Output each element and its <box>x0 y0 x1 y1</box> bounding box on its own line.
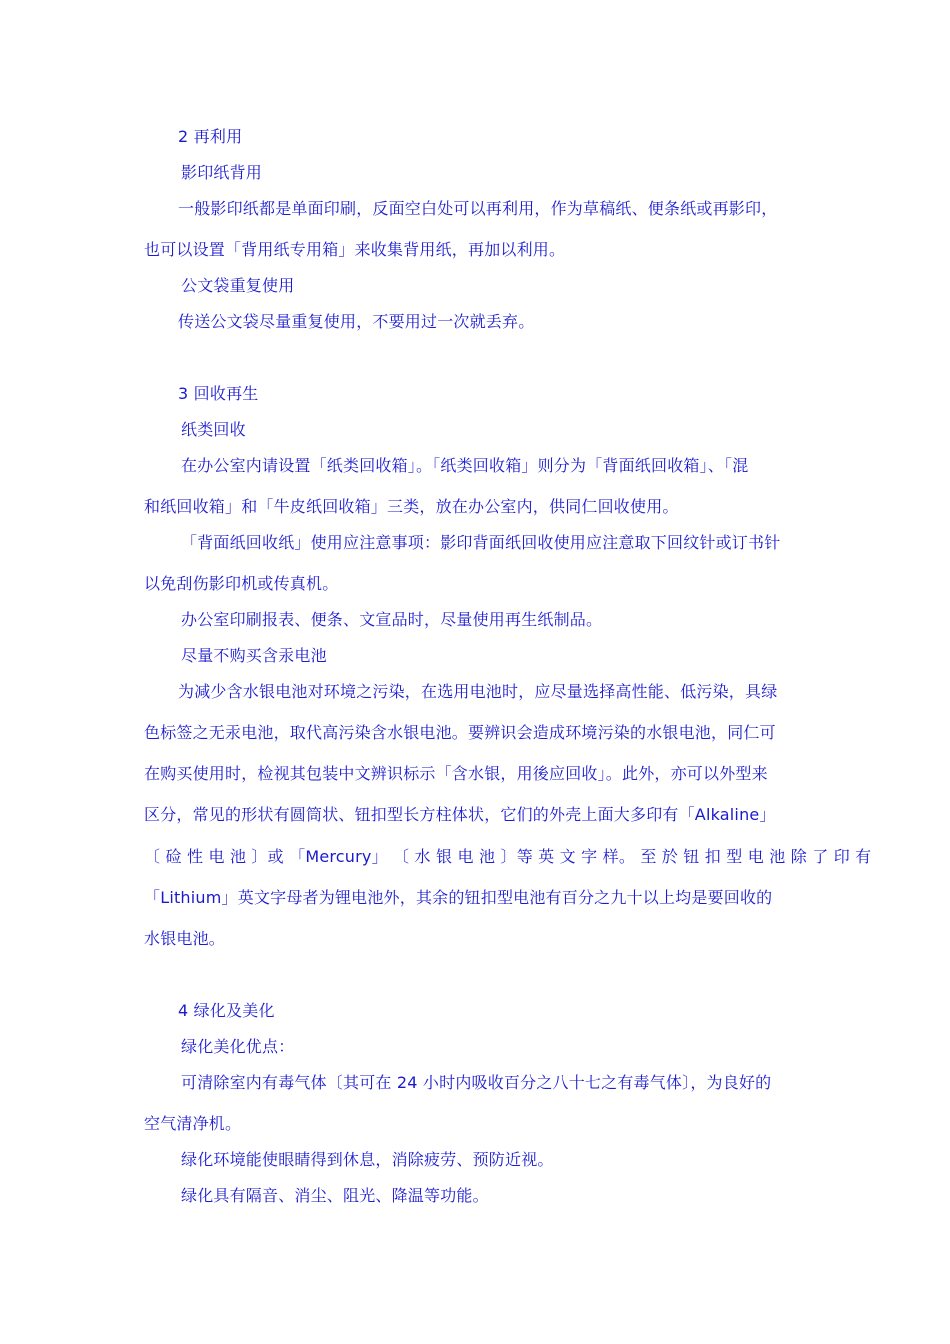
paragraph-line: 绿化具有隔音、消尘、阻光、降温等功能。 <box>181 1186 489 1205</box>
paragraph-line: 在办公室内请设置「纸类回收箱」。「纸类回收箱」则分为「背面纸回收箱」、「混 <box>181 456 749 475</box>
paragraph-line: 以免刮伤影印机或传真机。 <box>144 574 339 593</box>
paragraph-line: 也可以设置「背用纸专用箱」来收集背用纸，再加以利用。 <box>144 240 566 259</box>
paragraph-line: 〔 硷 性 电 池 〕或 「Mercury」 〔 水 银 电 池 〕等 英 文 字 样。 至 於 钮 扣 型 电 池 除 了 印 有 <box>144 847 872 866</box>
section-heading-reuse: 2 再利用 <box>178 127 243 146</box>
subheading-envelope-reuse: 公文袋重复使用 <box>181 276 295 295</box>
paragraph-line: 「Lithium」英文字母者为锂电池外，其余的钮扣型电池有百分之九十以上均是要回收的 <box>144 888 773 907</box>
paragraph-line: 办公室印刷报表、便条、文宣品时，尽量使用再生纸制品。 <box>181 610 603 629</box>
section-heading-greening: 4 绿化及美化 <box>178 1001 275 1020</box>
subheading-mercury-battery: 尽量不购买含汞电池 <box>181 646 327 665</box>
section-heading-recycling: 3 回收再生 <box>178 384 259 403</box>
paragraph-line: 可清除室内有毒气体〔其可在 24 小时内吸收百分之八十七之有毒气体〕，为良好的 <box>181 1073 772 1092</box>
subheading-paper-recycling: 纸类回收 <box>181 420 246 439</box>
subheading-greening-benefits: 绿化美化优点： <box>181 1037 295 1056</box>
paragraph-line: 区分，常见的形状有圆筒状、钮扣型长方柱体状，它们的外壳上面大多印有「Alkaline」 <box>144 805 776 824</box>
paragraph-line: 一般影印纸都是单面印刷，反面空白处可以再利用，作为草稿纸、便条纸或再影印， <box>178 199 778 218</box>
paragraph-line: 绿化环境能使眼睛得到休息，消除疲劳、预防近视。 <box>181 1150 554 1169</box>
paragraph-line: 色标签之无汞电池，取代高污染含水银电池。要辨识会造成环境污染的水银电池，同仁可 <box>144 723 776 742</box>
paragraph-line: 和纸回收箱」和「牛皮纸回收箱」三类，放在办公室内，供同仁回收使用。 <box>144 497 679 516</box>
subheading-paper-backside: 影印纸背用 <box>181 163 263 182</box>
paragraph-line: 空气清净机。 <box>144 1114 242 1133</box>
paragraph-line: 为减少含水银电池对环境之污染，在选用电池时，应尽量选择高性能、低污染，具绿 <box>178 682 778 701</box>
paragraph-line: 在购买使用时，检视其包装中文辨识标示「含水银，用後应回收」。此外，亦可以外型来 <box>144 764 768 783</box>
paragraph-line: 水银电池。 <box>144 929 226 948</box>
paragraph-line: 「背面纸回收纸」使用应注意事项：影印背面纸回收使用应注意取下回纹针或订书针 <box>181 533 781 552</box>
paragraph-line: 传送公文袋尽量重复使用，不要用过一次就丢弃。 <box>178 312 535 331</box>
